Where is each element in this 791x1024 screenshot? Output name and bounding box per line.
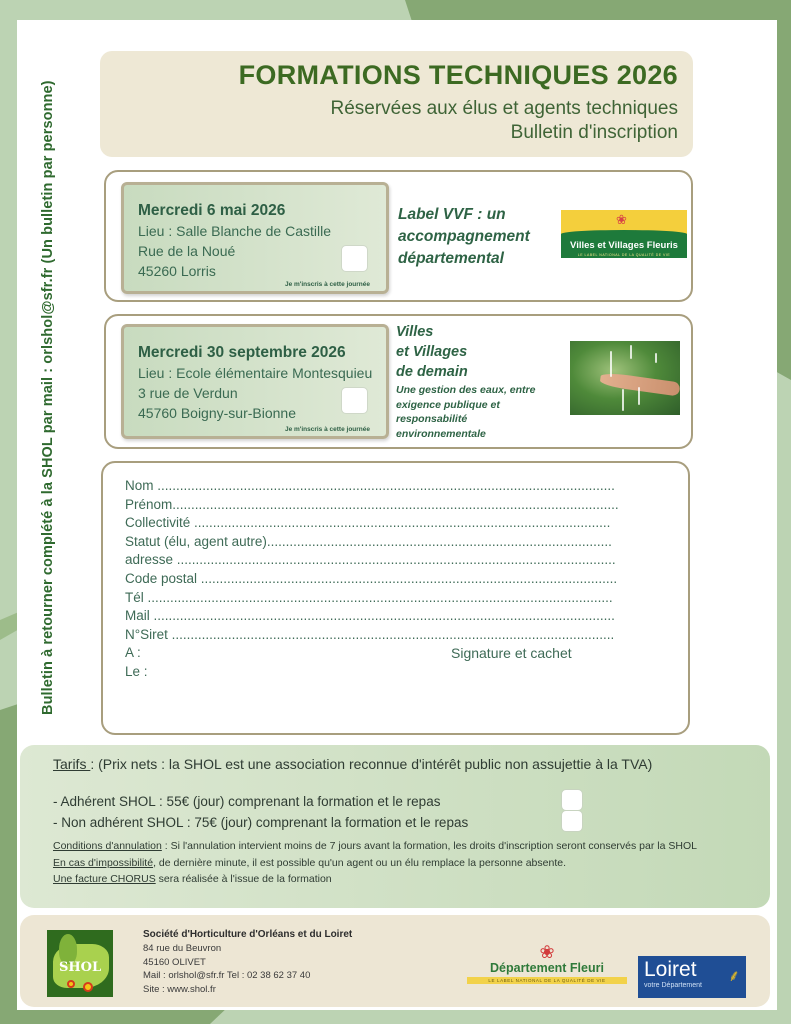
cancel-text: : Si l'annulation intervient moins de 7 jours avant la formation, les droits d'inscription seront conservés par la SHOL <box>161 840 697 852</box>
invoice-text: sera réalisée à l'issue de la formation <box>155 873 332 885</box>
enroll-label: Je m'inscris à cette journée <box>284 426 370 433</box>
logo-name: Villes et Villages Fleuris <box>570 240 678 251</box>
session-details <box>121 324 389 439</box>
flower-icon <box>83 982 93 992</box>
org-site[interactable]: Site : www.shol.fr <box>143 984 216 996</box>
signature-label: Signature et cachet <box>451 645 572 662</box>
session-date: Mercredi 6 mai 2026 <box>138 202 286 219</box>
page-subtitle: Réservées aux élus et agents techniques <box>330 98 678 119</box>
place-label: A : <box>125 645 141 661</box>
session-date: Mercredi 30 septembre 2026 <box>138 344 346 361</box>
villes-villages-fleuris-logo <box>561 210 687 258</box>
field-nom[interactable]: Nom .......................................................................................................................... <box>125 478 615 493</box>
loiret-logo-tagline: votre Département <box>644 982 702 989</box>
registration-form <box>101 461 690 735</box>
topic-line: et Villages <box>396 344 468 360</box>
page-subtitle-2: Bulletin d'inscription <box>510 122 678 143</box>
field-mail[interactable]: Mail ........................................................................................................................... <box>125 608 615 624</box>
session-topic <box>396 322 468 382</box>
loiret-logo <box>638 956 746 998</box>
session-street: 3 rue de Verdun <box>138 385 238 401</box>
field-prenom[interactable]: Prénom....................................................................................................................... <box>125 496 619 512</box>
topic-line: départemental <box>398 250 504 267</box>
dept-logo-name: Département Fleuri <box>490 961 604 975</box>
dept-logo-tagline: LE LABEL NATIONAL DE LA QUALITÉ DE VIE <box>467 977 627 984</box>
pricing-note: : (Prix nets : la SHOL est une association reconnue d'intérêt public non assujettie à la TVA) <box>90 756 653 772</box>
enroll-checkbox[interactable] <box>341 387 368 414</box>
pricing-heading <box>53 754 770 774</box>
cancel-conditions <box>53 840 770 854</box>
flower-icon: ❀ <box>539 942 555 962</box>
water-hand-photo <box>570 341 680 415</box>
price-non-member <box>53 812 770 833</box>
footer <box>20 915 770 1007</box>
logo-tagline: LE LABEL NATIONAL DE LA QUALITÉ DE VIE <box>577 253 671 257</box>
flower-icon: ❀ <box>616 212 627 227</box>
replace-text: , de dernière minute, il est possible qu'un agent ou un élu remplace la personne absente. <box>153 856 567 869</box>
field-code-postal[interactable]: Code postal ............................................................................................................... <box>125 570 618 586</box>
place-row <box>125 644 645 663</box>
replacement-note <box>53 857 770 871</box>
session-city: 45760 Boigny-sur-Bionne <box>138 405 296 421</box>
topic-line: accompagnement <box>398 228 530 245</box>
page-header <box>100 51 693 157</box>
replace-label: En cas d'impossibilité <box>53 856 154 869</box>
price-member-text: - Adhérent SHOL : 55€ (jour) comprenant la formation et le repas <box>53 794 441 809</box>
topic-line: Label VVF : un <box>398 206 506 223</box>
org-address-1: 84 rue du Beuvron <box>143 942 222 954</box>
side-instruction: Bulletin à retourner complété à la SHOL par mail : orlshol@sfr.fr (Un bulletin par personne) <box>40 80 56 715</box>
flower-icon <box>67 980 75 988</box>
session-topic <box>398 204 530 270</box>
session-city: 45260 Lorris <box>138 263 216 279</box>
price-member <box>53 791 770 812</box>
topic-line: Villes <box>396 324 434 340</box>
page-title: FORMATIONS TECHNIQUES 2026 <box>238 60 678 90</box>
price-non-member-text: - Non adhérent SHOL : 75€ (jour) comprenant la formation et le repas <box>53 815 469 830</box>
organization-info <box>143 928 352 997</box>
session-card-1 <box>104 170 693 302</box>
shol-logo <box>47 930 113 997</box>
topic-line: de demain <box>396 364 468 380</box>
loiret-logo-name: Loiret <box>644 958 697 981</box>
pricing-label: Tarifs <box>53 756 91 772</box>
enroll-checkbox[interactable] <box>341 245 368 272</box>
cancel-label: Conditions d'annulation <box>53 840 162 852</box>
shol-logo-text: SHOL <box>59 960 102 975</box>
field-adresse[interactable]: adresse ..................................................................................................................... <box>125 552 616 568</box>
session-details <box>121 182 389 294</box>
invoice-label: Une facture CHORUS <box>53 873 156 885</box>
field-collectivite[interactable]: Collectivité ............................................................................................................... <box>125 515 611 531</box>
field-statut[interactable]: Statut (élu, agent autre)............................................................................................ <box>125 533 612 549</box>
session-place: Lieu : Ecole élémentaire Montesquieu <box>138 365 373 381</box>
wheat-icon: ⸙ <box>727 968 740 985</box>
field-tel[interactable]: Tél ............................................................................................................................ <box>125 589 613 605</box>
org-name: Société d'Horticulture d'Orléans et du Loiret <box>143 929 353 940</box>
pricing-section <box>20 745 770 908</box>
invoice-note <box>53 873 770 887</box>
session-card-2 <box>104 314 693 449</box>
session-topic-description: Une gestion des eaux, entre exigence publique et responsabilité environnementale <box>396 384 536 440</box>
session-street: Rue de la Noué <box>138 243 236 259</box>
field-siret[interactable]: N°Siret ...................................................................................................................... <box>125 626 615 642</box>
price-non-member-checkbox[interactable] <box>561 810 583 832</box>
price-member-checkbox[interactable] <box>561 789 583 811</box>
enroll-label: Je m'inscris à cette journée <box>284 281 370 288</box>
org-contact[interactable]: Mail : orlshol@sfr.fr Tel : 02 38 62 37 40 <box>143 970 311 982</box>
org-address-2: 45160 OLIVET <box>143 956 206 968</box>
session-place: Lieu : Salle Blanche de Castille <box>138 223 332 239</box>
date-label: Le : <box>125 663 148 679</box>
departement-fleuri-logo <box>467 943 627 984</box>
